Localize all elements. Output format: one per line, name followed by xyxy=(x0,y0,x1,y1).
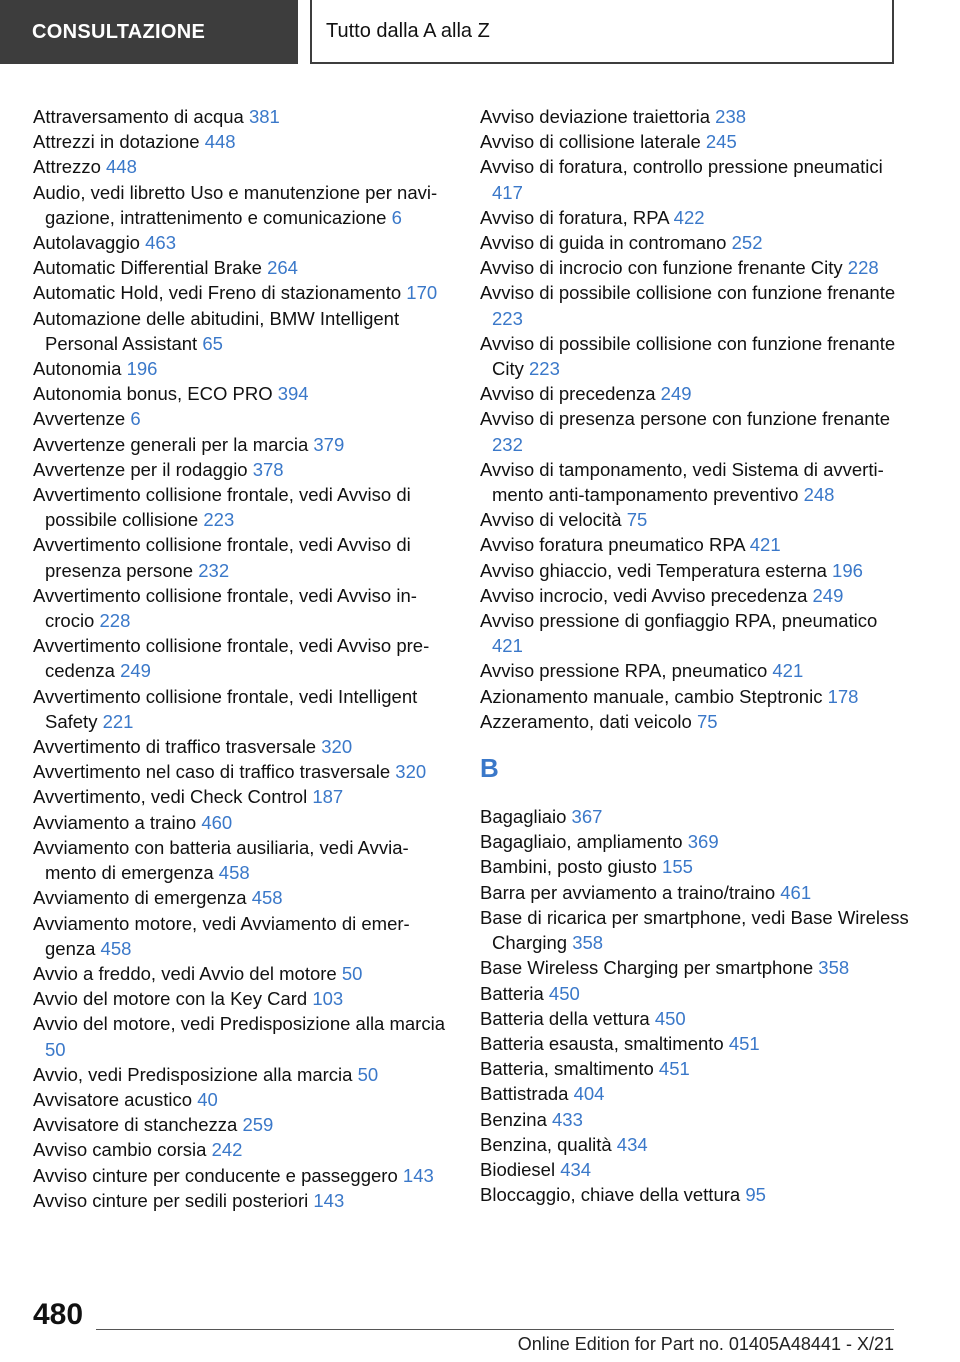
index-entry xyxy=(480,532,910,557)
index-entry xyxy=(33,911,453,961)
index-entry-term: Batteria xyxy=(480,982,544,1004)
index-entry xyxy=(480,709,910,734)
index-page-link[interactable]: 40 xyxy=(197,1088,218,1110)
index-entry-term: Audio, vedi libretto Uso e manutenzione per navigazione, intrattenimento e comunicazione xyxy=(33,181,438,228)
index-entry-term: Avvertenze generali per la marcia xyxy=(33,433,309,455)
index-entry xyxy=(480,457,910,507)
index-entry-term: Bagagliaio xyxy=(480,806,567,828)
index-entry xyxy=(33,482,453,532)
index-entry-term: Autolavaggio xyxy=(33,232,140,254)
index-entry xyxy=(480,1006,910,1031)
index-page-link[interactable]: 249 xyxy=(660,383,692,405)
index-page-link[interactable]: 232 xyxy=(198,559,230,581)
index-entry-term: Avvisatore di stanchezza xyxy=(33,1114,238,1136)
index-entry xyxy=(33,835,453,885)
index-entry-term: Avvisatore acustico xyxy=(33,1088,193,1110)
index-entry xyxy=(33,885,453,910)
index-entry xyxy=(480,608,910,658)
index-entry-term: Avviso di presenza persone con funzione frenante xyxy=(480,408,891,430)
index-entry xyxy=(33,255,453,280)
index-page-link[interactable]: 404 xyxy=(573,1083,605,1105)
index-page-link[interactable]: 379 xyxy=(313,433,345,455)
index-entry xyxy=(480,1081,910,1106)
index-entry-term: Avviamento con batteria ausiliaria, vedi Avviamento di emergenza xyxy=(33,836,409,884)
index-page-link[interactable]: 378 xyxy=(252,458,284,480)
index-entry-term: Autonomia bonus, ECO PRO xyxy=(33,383,273,405)
index-page-link[interactable]: 95 xyxy=(745,1184,766,1206)
index-entry-term: Benzina xyxy=(480,1108,547,1130)
index-entry-term: Avviso pressione RPA, pneumatico xyxy=(480,660,768,682)
index-entry-term: Avviso di possibile collisione con funzione frenante xyxy=(480,282,896,304)
index-entry xyxy=(480,1157,910,1182)
index-entry xyxy=(480,104,910,129)
index-page-link[interactable]: 178 xyxy=(827,685,859,707)
index-entry xyxy=(480,558,910,583)
index-page-link[interactable]: 155 xyxy=(662,856,693,878)
index-page-link[interactable]: 320 xyxy=(395,761,427,783)
index-entry xyxy=(33,1188,453,1213)
index-page-link[interactable]: 451 xyxy=(658,1058,690,1080)
index-entry-term: Bagagliaio, ampliamento xyxy=(480,831,683,853)
index-entry xyxy=(480,955,910,980)
index-entry-term: Avvertimento, vedi Check Control xyxy=(33,786,308,808)
index-entry-term: Avvio, vedi Predisposizione alla marcia xyxy=(33,1063,353,1085)
index-page-link[interactable]: 249 xyxy=(120,660,151,682)
index-page-link[interactable]: 369 xyxy=(687,831,719,853)
index-entry-term: Avvio del motore, vedi Predisposizione alla marcia xyxy=(33,1013,445,1035)
index-entry-term: Battistrada xyxy=(480,1083,569,1105)
index-page-link[interactable]: 421 xyxy=(492,635,523,657)
index-page-link[interactable]: 434 xyxy=(616,1133,648,1155)
index-entry xyxy=(33,154,453,179)
index-page-link[interactable]: 249 xyxy=(812,584,844,606)
index-entry-term: Avviso foratura pneumatico RPA xyxy=(480,534,745,556)
index-entry xyxy=(480,1031,910,1056)
index-entry xyxy=(33,1011,453,1061)
index-entry-term: Avviso ghiaccio, vedi Temperatura esterna xyxy=(480,559,827,581)
index-page-link[interactable]: 223 xyxy=(203,509,235,531)
index-entry-term: Batteria, smaltimento xyxy=(480,1058,654,1080)
index-page-link[interactable]: 143 xyxy=(402,1164,434,1186)
index-entry xyxy=(480,905,910,955)
index-entry xyxy=(480,804,910,829)
index-page-link[interactable]: 458 xyxy=(251,887,283,909)
edition-note: Online Edition for Part no. 01405A48441 - X/21 xyxy=(517,1334,894,1354)
index-entry-term: Azzeramento, dati veicolo xyxy=(480,710,692,732)
index-entry-term: Automatic Hold, vedi Freno di stazionamento xyxy=(33,282,402,304)
index-entry-term: Avvertenze xyxy=(33,408,126,430)
index-entry-term: Avviso incrocio, vedi Avviso precedenza xyxy=(480,584,808,606)
index-page-link[interactable]: 6 xyxy=(130,408,141,430)
index-entry-term: Bambini, posto giusto xyxy=(480,856,657,878)
index-entry-term: Attraversamento di acqua xyxy=(33,106,244,127)
index-page-link[interactable]: 367 xyxy=(571,806,603,828)
index-entry xyxy=(33,1087,453,1112)
index-page-link[interactable]: 50 xyxy=(357,1063,379,1085)
index-entry-term: Avviso di foratura, RPA xyxy=(480,206,669,228)
index-entry-term: Avvertimento nel caso di traffico trasversale xyxy=(33,761,391,783)
index-entry xyxy=(33,1163,453,1188)
index-entry xyxy=(480,1107,910,1132)
index-entry-term: Azionamento manuale, cambio Steptronic xyxy=(480,685,823,707)
index-entry-term: Avviso di guida in contromano xyxy=(480,232,727,254)
index-entry-term: Avviso cinture per sedili posteriori xyxy=(33,1189,309,1211)
index-page-link[interactable]: 460 xyxy=(201,811,233,833)
index-entry-term: Autonomia xyxy=(33,358,122,380)
index-entry-term: Barra per avviamento a traino/traino xyxy=(480,881,776,903)
index-entry-term: Avvertimento collisione frontale, vedi Avviso incrocio xyxy=(33,584,417,632)
index-column-right xyxy=(480,104,910,1207)
index-entry xyxy=(33,784,453,809)
index-entry xyxy=(33,457,453,482)
index-page-link[interactable]: 421 xyxy=(772,660,804,682)
index-page-link[interactable]: 259 xyxy=(242,1114,274,1136)
index-entry xyxy=(33,230,453,255)
index-entry xyxy=(33,129,453,154)
index-group-a-continued xyxy=(480,104,910,734)
index-page-link[interactable]: 448 xyxy=(204,131,236,153)
index-entry-term: Avviso deviazione traiettoria xyxy=(480,106,711,127)
index-entry xyxy=(33,734,453,759)
index-page-link[interactable]: 187 xyxy=(312,786,344,808)
index-entry xyxy=(480,230,910,255)
index-entry-term: Avvertimento collisione frontale, vedi Avviso precedenza xyxy=(33,635,430,682)
index-entry xyxy=(33,406,453,431)
index-entry-term: Avviso cambio corsia xyxy=(33,1139,207,1161)
index-entry-term: Avviso di precedenza xyxy=(480,383,656,405)
index-entry-term: Avvertimento di traffico trasversale xyxy=(33,736,317,758)
index-entry xyxy=(480,684,910,709)
index-page-link[interactable]: 196 xyxy=(832,559,863,581)
index-entry xyxy=(33,306,453,356)
index-entry-term: Automatic Differential Brake xyxy=(33,257,262,279)
index-page-link[interactable]: 458 xyxy=(100,937,132,959)
index-page-link[interactable]: 223 xyxy=(529,358,560,380)
index-entry xyxy=(480,507,910,532)
index-entry xyxy=(33,1062,453,1087)
index-page-link[interactable]: 65 xyxy=(202,332,223,354)
index-entry xyxy=(33,583,453,633)
index-entry xyxy=(33,633,453,683)
index-entry xyxy=(480,981,910,1006)
index-page-link[interactable]: 450 xyxy=(654,1007,686,1029)
index-entry xyxy=(33,986,453,1011)
index-group-b xyxy=(480,804,910,1207)
index-entry-term: Avviso di velocità xyxy=(480,509,622,531)
index-entry xyxy=(480,658,910,683)
index-entry xyxy=(33,684,453,734)
index-page-link[interactable]: 232 xyxy=(492,433,523,455)
index-entry xyxy=(33,961,453,986)
index-entry xyxy=(33,432,453,457)
index-page-link[interactable]: 238 xyxy=(715,106,747,127)
index-page-link[interactable]: 451 xyxy=(728,1032,760,1054)
index-entry xyxy=(480,129,910,154)
section-tab xyxy=(0,0,298,64)
index-page-link[interactable]: 248 xyxy=(803,484,835,506)
index-entry xyxy=(480,1132,910,1157)
index-page-link[interactable]: 320 xyxy=(321,736,353,758)
index-page-link[interactable]: 448 xyxy=(106,156,137,178)
index-entry xyxy=(33,1137,453,1162)
index-entry-term: Avviamento di emergenza xyxy=(33,887,247,909)
index-page-link[interactable]: 450 xyxy=(548,982,580,1004)
index-page-link[interactable]: 264 xyxy=(267,257,298,279)
index-page-link[interactable]: 228 xyxy=(99,610,131,632)
chapter-header xyxy=(310,0,894,64)
index-entry xyxy=(480,583,910,608)
index-entry xyxy=(33,759,453,784)
index-entry xyxy=(480,255,910,280)
index-entry xyxy=(480,880,910,905)
index-page-link[interactable]: 50 xyxy=(341,962,363,984)
index-entry xyxy=(33,104,453,129)
index-page-link[interactable]: 461 xyxy=(780,881,812,903)
index-entry-term: Bloccaggio, chiave della vettura xyxy=(480,1184,741,1206)
index-page-link[interactable]: 75 xyxy=(626,509,648,531)
index-entry-term: Batteria della vettura xyxy=(480,1007,650,1029)
index-entry xyxy=(33,810,453,835)
index-letter-heading: B xyxy=(480,753,499,784)
index-page-link[interactable]: 6 xyxy=(391,206,402,228)
index-entry xyxy=(480,406,910,456)
index-page-link[interactable]: 433 xyxy=(552,1108,583,1130)
index-entry xyxy=(33,356,453,381)
index-entry xyxy=(480,1056,910,1081)
index-entry xyxy=(33,280,453,305)
index-entry-term: Avvio a freddo, vedi Avvio del motore xyxy=(33,962,337,984)
index-entry-term: Avvertimento collisione frontale, vedi Avviso di possibile collisione xyxy=(33,484,411,531)
index-page-link[interactable]: 422 xyxy=(673,206,705,228)
index-entry-term: Avviso pressione di gonfiaggio RPA, pneumatico xyxy=(480,610,878,632)
index-page-link[interactable]: 170 xyxy=(406,282,438,304)
index-page-link[interactable]: 242 xyxy=(211,1139,243,1161)
index-page-link[interactable]: 458 xyxy=(218,862,250,884)
section-title: CONSULTAZIONE xyxy=(32,20,206,43)
index-page-link[interactable]: 196 xyxy=(126,358,158,380)
index-entry-term: Attrezzo xyxy=(33,156,101,178)
index-entry-term: Base Wireless Charging per smartphone xyxy=(480,957,814,979)
index-page-link[interactable]: 245 xyxy=(705,131,737,153)
index-entry-term: Attrezzi in dotazione xyxy=(33,131,200,153)
index-entry xyxy=(480,331,910,381)
index-entry-term: Avvio del motore con la Key Card xyxy=(33,988,308,1010)
index-entry-term: Avviamento motore, vedi Avviamento di emergenza xyxy=(33,912,410,959)
footer-divider xyxy=(96,1329,894,1330)
index-entry xyxy=(33,180,453,230)
index-page-link[interactable]: 394 xyxy=(277,383,309,405)
index-entry xyxy=(480,381,910,406)
index-page-link[interactable]: 228 xyxy=(847,257,879,279)
index-entry-term: Benzina, qualità xyxy=(480,1133,612,1155)
index-page-link[interactable]: 50 xyxy=(45,1038,66,1060)
index-entry-term: Avvertimento collisione frontale, vedi Intelligent Safety xyxy=(33,685,418,732)
index-entry xyxy=(480,154,910,204)
index-entry-term: Avviso cinture per conducente e passeggero xyxy=(33,1164,398,1186)
index-page-link[interactable]: 223 xyxy=(492,307,523,329)
page-number: 480 xyxy=(33,1298,84,1331)
index-page-link[interactable]: 103 xyxy=(312,988,344,1010)
index-page-link[interactable]: 143 xyxy=(313,1189,345,1211)
index-entry-term: Avviso di tamponamento, vedi Sistema di avvertimento anti-tamponamento preventivo xyxy=(480,458,884,506)
index-entry-term: Avviso di incrocio con funzione frenante City xyxy=(480,257,843,279)
index-entry xyxy=(480,829,910,854)
index-page-link[interactable]: 434 xyxy=(560,1158,592,1180)
index-page-link[interactable]: 221 xyxy=(102,710,134,732)
index-entry xyxy=(480,205,910,230)
index-page-link[interactable]: 417 xyxy=(492,181,523,203)
index-entry-term: Avviamento a traino xyxy=(33,811,197,833)
index-entry xyxy=(33,532,453,582)
index-column-left xyxy=(33,104,453,1213)
index-entry-term: Avvertimento collisione frontale, vedi Avviso di presenza persone xyxy=(33,534,411,581)
index-entry xyxy=(33,381,453,406)
index-entry-term: Avvertenze per il rodaggio xyxy=(33,458,248,480)
index-page-link[interactable]: 358 xyxy=(818,957,850,979)
index-page-link[interactable]: 358 xyxy=(572,932,604,954)
index-entry-term: Avviso di possibile collisione con funzione frenante City xyxy=(480,332,896,380)
index-entry-term: Avviso di collisione laterale xyxy=(480,131,701,153)
index-entry xyxy=(480,1182,910,1207)
index-entry-term: Batteria esausta, smaltimento xyxy=(480,1032,724,1054)
index-entry xyxy=(33,1112,453,1137)
index-page-link[interactable]: 381 xyxy=(248,106,280,127)
index-entry-term: Base di ricarica per smartphone, vedi Base Wireless Charging xyxy=(480,906,909,954)
index-page-link[interactable]: 252 xyxy=(731,232,763,254)
index-page-link[interactable]: 75 xyxy=(696,710,718,732)
index-entry-term: Avviso di foratura, controllo pressione pneumatici xyxy=(480,156,883,178)
index-page-link[interactable]: 421 xyxy=(749,534,781,556)
index-entry-term: Biodiesel xyxy=(480,1158,556,1180)
index-page-link[interactable]: 463 xyxy=(145,232,176,254)
index-entry xyxy=(480,280,910,330)
index-entry xyxy=(480,854,910,879)
chapter-title: Tutto dalla A alla Z xyxy=(326,19,490,42)
index-entry-term: Automazione delle abitudini, BMW Intelligent Personal Assistant xyxy=(33,307,400,354)
